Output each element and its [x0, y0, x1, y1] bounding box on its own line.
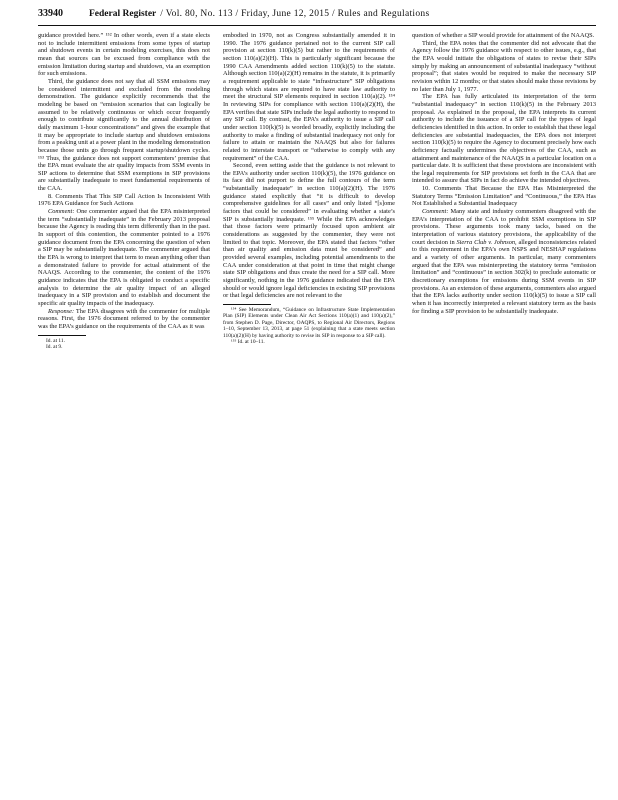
paragraph: The EPA has fully articulated its interpretation of the term “substantial inadequacy” in section 110(k)(5) in the February 2013 proposal. As explained in the proposal, the EPA interprets its current authority to include the issuance of a SIP call for the types of legal deficiencies identified in this action. In order to establish that these legal deficiencies are substantial inadequacies, the EPA does not interpret section 110(k)(5) to require the Agency to document precisely how each deficiency factually undermines the objectives of the CAA, such as attainment and maintenance of the NAAQS in a particular location on a particular date. It is sufficient that these provisions are inconsistent with the legal requirements for SIP provisions set forth in the CAA that are intended to assure that SIPs in fact do achieve the intended objectives.	[412, 93, 596, 185]
paragraph-text: alleged inconsistencies related to this requirement in the EPA’s own NSPS and NESHAP regulations and a variety of other arguments. In particular, many commenters argued that the EPA was misinterpreting the statutory terms “emission limitation” and “continuous” in section 302(k) to preclude automatic or discretionary exemptions for emissions during SSM events in SIP provisions. As an extension of these arguments, commenters also argued that the EPA lacks authority under section 110(k)(5) to issue a SIP call when it has incorrectly interpreted a relevant statutory term as the basis for finding a SIP provision to be substantially inadequate.	[412, 238, 596, 315]
paragraph-text: The EPA disagrees with the commenter for multiple reasons. First, the 1976 document referred to by the commenter was the EPA’s guidance on the requirements of the CAA as it was	[38, 307, 210, 330]
footnotes	[223, 307, 395, 345]
header-rule	[38, 25, 596, 26]
footnote-rule	[223, 304, 271, 305]
paragraph: guidance provided here.” ¹⁵² In other words, even if a state elects not to include intermittent emissions from some types of startup and shutdown events in certain modeling exercises, this does not mean that sources can be excused from compliance with the emission limitation during startup and shutdown, via an exemption for such emissions.	[38, 32, 210, 78]
footnote: ¹⁵⁴ See Memorandum, “Guidance on Infrastructure State Implementation Plan (SIP) Elements under Clean Air Act Sections 110(a)(1) and 110(a)(2),” from Stephen D. Page, Director, OAQPS, to Regional Air Directors, Regions 1–10, September 13, 2013, at page 51 (explaining that a state meets section 110(a)(2)(H) by having authority to revise its SIP in response to a SIP call).	[223, 306, 395, 339]
issue-info: / Vol. 80, No. 113 / Friday, June 12, 2015 / Rules and Regulations	[160, 9, 430, 19]
footnote: Id. at 9.	[46, 344, 63, 350]
column-3	[412, 32, 596, 770]
page-header	[38, 8, 596, 24]
page-number: 33940	[38, 8, 63, 19]
column-1	[38, 32, 210, 757]
footnote: ¹⁵⁵ Id. at 10–11.	[231, 339, 265, 345]
paragraph	[38, 308, 210, 331]
column-2	[223, 32, 395, 750]
section-heading: 10. Comments That Because the EPA Has Misinterpreted the Statutory Terms “Emission Limitation” and “Continuous,” the EPA Has Not Established a Substantial Inadequacy	[412, 185, 596, 208]
paragraph-text: One commenter argued that the EPA misinterpreted the term “substantially inadequate” in the February 2013 proposal because the Agency is reading this term differently than in the past. In support of this contention, the commenter pointed to a 1976 guidance document from the EPA concerning the question of when a SIP may be substantially inadequate. The commenter argued that the EPA is wrong to interpret that term to mean anything other than a demonstrated failure to provide for actual attainment of the NAAQS. According to the commenter, the content of the 1976 guidance indicates that the EPA is obligated to conduct a specific analysis to determine the air quality impact of an alleged inadequacy in a SIP provision and to establish and document the specific air quality impacts of the inadequacy.	[38, 208, 210, 307]
label-comment: Comment:	[48, 208, 75, 216]
section-heading: 8. Comments That This SIP Call Action Is Inconsistent With 1976 EPA Guidance for Such Actions	[38, 192, 210, 208]
paragraph	[412, 208, 596, 315]
paragraph: embodied in 1970, not as Congress substantially amended it in 1990. The 1976 guidance pertained not to the current SIP call provision at section 110(k)(5) but rather to the requirements of section 110(a)(2)(H). This is particularly significant because the 1990 CAA Amendments added section 110(k)(5) to the statute. Although section 110(a)(2)(H) remains in the statute, it is primarily a requirement applicable to state “infrastructure” SIP obligations through which states are required to have state law authority to meet the structural SIP elements required in section 110(a)(2). ¹⁵⁴ In reviewing SIPs for compliance with section 110(a)(2)(H), the EPA verifies that state SIPs include the legal authority to respond to any SIP call. By contrast, the EPA’s authority to issue a SIP call under section 110(k)(5) is worded broadly, explicitly including the authority to make a finding of substantial inadequacy not only for failure to attain or maintain the NAAQS but also for failures related to interstate transport or “otherwise to comply with any requirement” of the CAA.	[223, 32, 395, 162]
footnotes	[38, 338, 210, 351]
journal-title: Federal Register	[89, 9, 157, 19]
paragraph: Third, the EPA notes that the commenter did not advocate that the Agency follow the 1976 guidance with respect to other issues, e.g., that the EPA would initiate the obligations of states to revise their SIPs simply by making an announcement of substantial inadequacy “without proposal”; that states would be required to make the necessary SIP revision within 12 months; or that states should make those revisions by no later than July 1, 1977.	[412, 39, 596, 93]
paragraph: question of whether a SIP would provide for attainment of the NAAQS.	[412, 32, 595, 39]
paragraph	[38, 208, 210, 308]
paragraph-text: Many state and industry commenters disagreed with the EPA’s interpretation of the CAA to prohibit SSM exemptions in SIP provisions. These arguments took many tacks, based on the interpretation of various statutory provisions, the applicability of the court decision in	[412, 208, 596, 246]
label-comment: Comment:	[422, 208, 449, 216]
footnote-rule	[38, 335, 86, 336]
label-response: Response:	[48, 307, 75, 315]
paragraph: Third, the guidance does not say that all SSM emissions may be considered intermittent and excluded from the modeling demonstration. The guidance explicitly recommends that the modeling be based on “emission scenarios that can logically be assumed to be relatively continuous or which occur frequently enough to contribute significantly to the annual distribution of daily maximum 1-hour concentrations” and gives the example that it may be appropriate to include startup and shutdown emissions from a peaking unit at a power plant in the modeling demonstration because those units go through frequent startup/shutdown cycles. ¹⁵³ Thus, the guidance does not support commenters’ premise that the EPA must evaluate the air quality impacts from SSM events in SIP actions to determine that SSM exemptions in SIP provisions are substantially inadequate to meet fundamental requirements of the CAA.	[38, 77, 210, 193]
paragraph: Second, even setting aside that the guidance is not relevant to the EPA’s authority under section 110(k)(5), the 1976 guidance on its face did not purport to define the full contours of the term “substantially inadequate” in section 110(a)(2)(H). The 1976 guidance stated explicitly that “it is difficult to develop comprehensive guidelines for all cases” and only listed “[s]ome factors that could be considered” in evaluating whether a state’s SIP is substantially inadequate. ¹⁵⁵ While the EPA acknowledges that those factors were primarily focused upon ambient air considerations as suggested by the commenter, they were not limited to that topic. Moreover, the EPA stated that factors “other than air quality and emission data must be considered” and provided several examples, including potential amendments to the CAA under consideration at that point in time that might change state SIP obligations and thus create the need for a SIP call. More significantly, nothing in the 1976 guidance indicated that the EPA should or would ignore legal deficiencies in existing SIP provisions or that legal deficiencies are not relevant to the	[223, 162, 395, 300]
footnote: Id. at 11.	[46, 337, 65, 344]
case-name: Sierra Club v. Johnson,	[456, 238, 517, 246]
